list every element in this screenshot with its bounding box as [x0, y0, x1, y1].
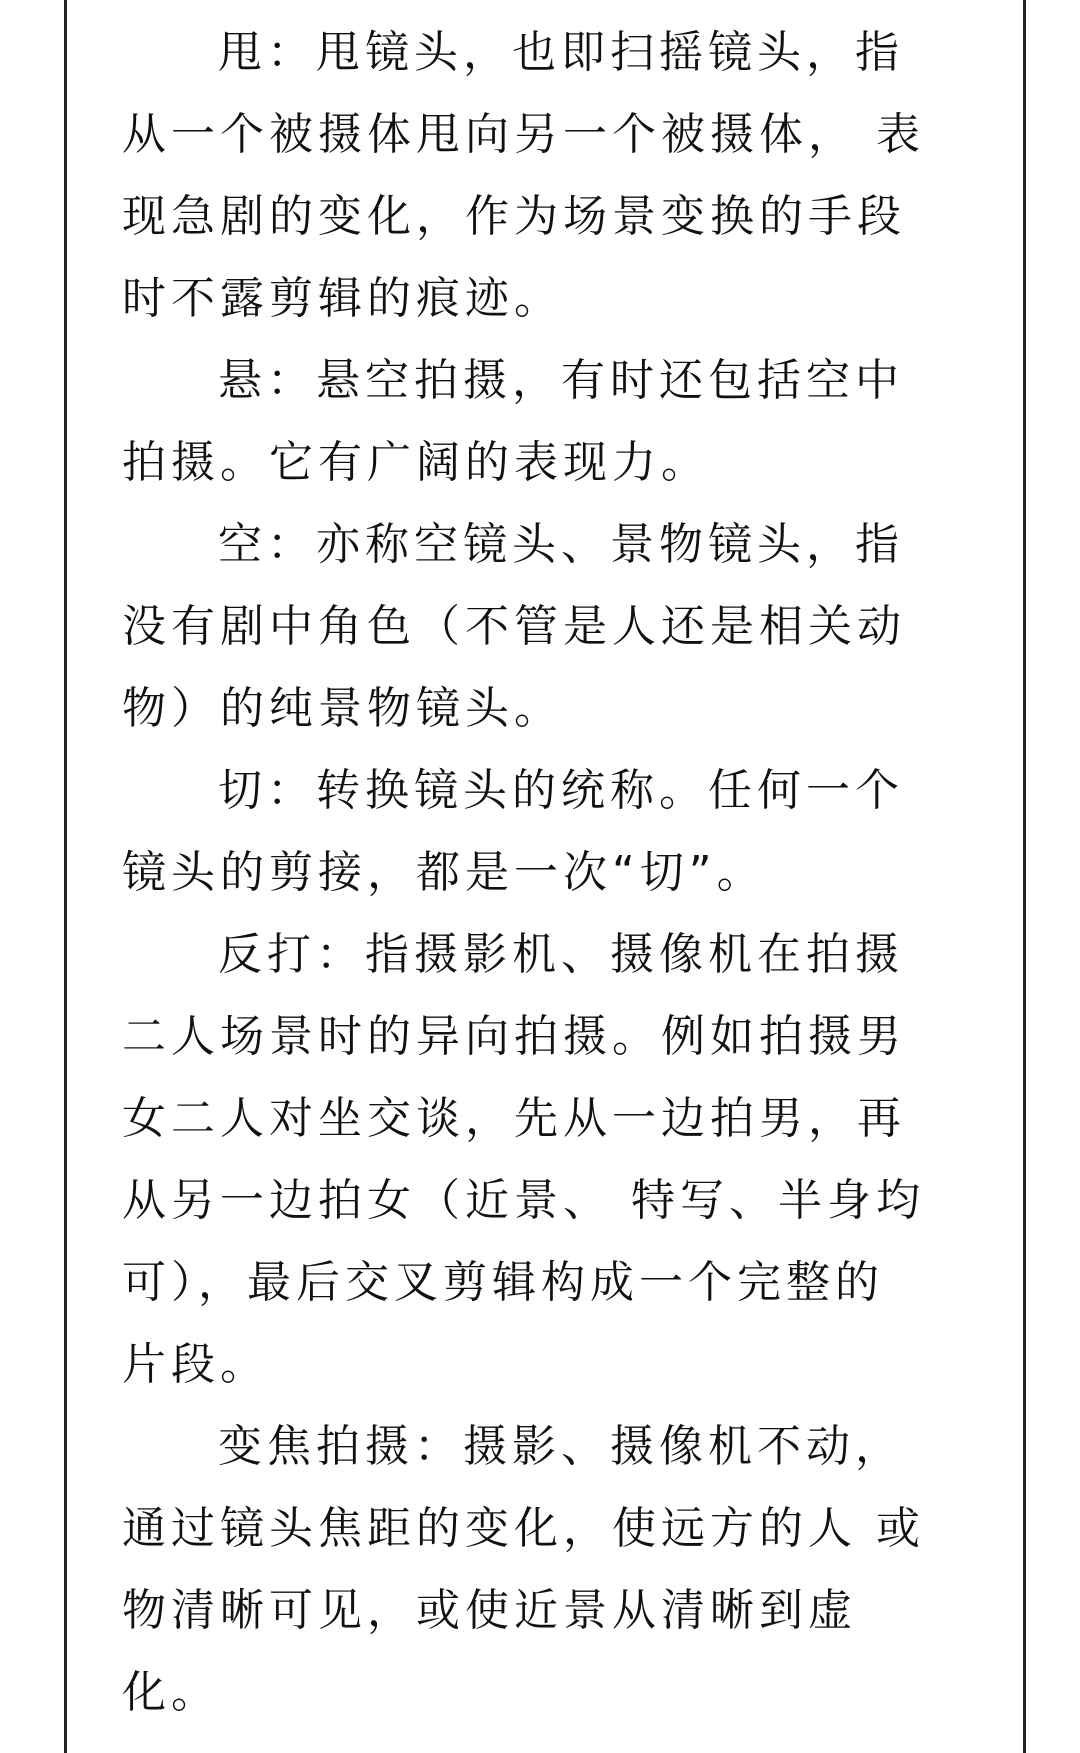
text-line: 二人场景时的异向拍摄。例如拍摄男 [122, 1011, 906, 1062]
paragraph-bianjiao [122, 1406, 972, 1734]
text-line: 女二人对坐交谈，先从一边拍男，再 [122, 1093, 906, 1144]
paragraph-xuan [122, 340, 972, 504]
paragraph-qie [122, 750, 972, 914]
text-line: 镜头的剪接，都是一次“切”。 [122, 847, 766, 898]
text-line: 现急剧的变化，作为场景变换的手段 [122, 191, 906, 242]
text-line: 片段。 [122, 1339, 269, 1390]
paragraph-shuai [122, 12, 972, 340]
text-line: 时不露剪辑的痕迹。 [122, 273, 563, 324]
text-line: 没有剧中角色（不管是人还是相关动 [122, 601, 906, 652]
text-line: 反打：指摄影机、摄像机在拍摄 [218, 929, 904, 980]
text-line: 从另一边拍女（近景、 特写、半身均 [122, 1175, 925, 1226]
paragraph-fanda [122, 914, 972, 1406]
text-line: 拍摄。它有广阔的表现力。 [122, 437, 710, 488]
text-line: 变焦拍摄：摄影、摄像机不动， [218, 1421, 904, 1472]
text-line: 悬：悬空拍摄，有时还包括空中 [218, 355, 904, 406]
text-line: 物）的纯景物镜头。 [122, 683, 563, 734]
text-line: 通过镜头焦距的变化，使远方的人 或 [122, 1503, 925, 1554]
article-body [122, 12, 972, 1734]
text-line: 切：转换镜头的统称。任何一个 [218, 765, 904, 816]
paragraph-kong [122, 504, 972, 750]
text-line: 可），最后交叉剪辑构成一个完整的 [122, 1257, 884, 1308]
text-line: 物清晰可见，或使近景从清晰到虚 [122, 1585, 857, 1636]
text-line: 空：亦称空镜头、景物镜头，指 [218, 519, 904, 570]
text-line: 化。 [122, 1667, 220, 1718]
text-line: 从一个被摄体甩向另一个被摄体， 表 [122, 109, 925, 160]
text-line: 甩：甩镜头，也即扫摇镜头，指 [218, 27, 904, 78]
